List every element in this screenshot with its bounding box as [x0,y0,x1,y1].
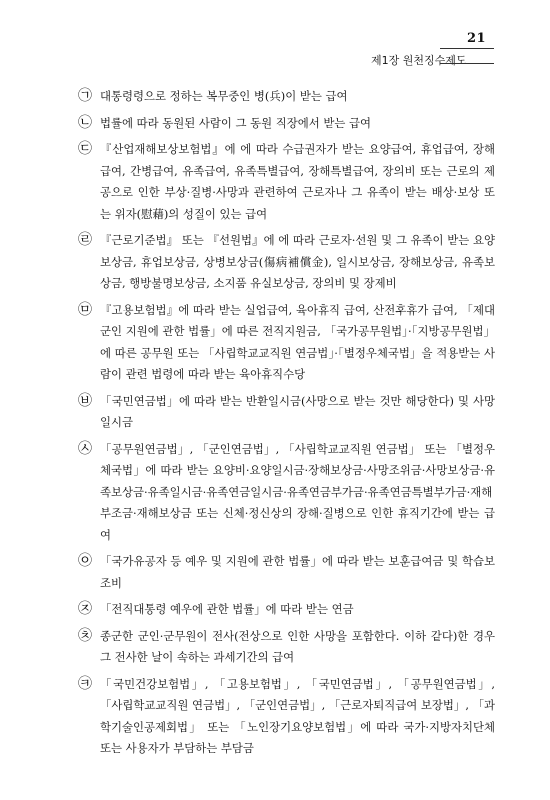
list-item [78,139,495,225]
item-marker: ㉧ [78,553,92,569]
item-marker: ㉨ [78,601,92,617]
item-text: 법률에 따라 동원된 사람이 그 동원 직장에서 받는 급여 [100,115,372,130]
chapter-header: 제1장 원천징수제도 [371,54,467,67]
list-item [78,439,495,547]
list-item [78,674,495,760]
item-marker: ㉩ [78,627,92,644]
item-marker: ㉦ [78,440,92,457]
list-item [78,86,495,108]
item-text: 「국가유공자 등 예우 및 지원에 관한 법률」에 따라 받는 보훈급여금 및 학습보조비 [100,554,495,590]
item-marker: ㉠ [78,88,92,104]
list-item [78,113,495,135]
item-text: 『근로기준법』 또는 『선원법』에 에 따라 근로자·선원 및 그 유족이 받는 요양보상금, 휴업보상금, 상병보상금(傷病補償金), 일시보상금, 장해보상금, 유족보상금, 행방불명보상금, 소지품 유실보상금, 장의비 및 장제비 [100,233,495,290]
header-rule-top [440,48,494,49]
item-text: 「공무원연금법」, 「군인연금법」, 「사립학교교직원 연금법」 또는 「별정우체국법」에 따라 받는 요양비·요양일시금·장해보상금·사망조위금·사망보상금·유족보상금·유족일시금·유족연금일시금·유족연금부가금·유족연금특별부가금·재해부조금·재해보상금 또는 신체·정신상의 장해·질병으로 인한 휴직기간에 받는 급여 [100,441,495,542]
item-text: 『고용보험법』에 따라 받는 실업급여, 육아휴직 급여, 산전후휴가 급여, 「제대군인 지원에 관한 법률」에 따른 전직지원금, 「국가공무원법」·「지방공무원법」에 따른 공무원 또는 「사립학교교직원 연금법」·「별정우체국법」을 적용받는 사람이 관련 법령에 따라 받는 육아휴직수당 [100,302,495,381]
list-item [78,626,495,669]
item-marker: ㉢ [78,141,92,157]
item-marker: ㉤ [78,301,92,318]
list-item [78,300,495,386]
list-item [78,230,495,295]
list-item [78,599,495,621]
item-text: 「국민건강보험법」, 「고용보험법」, 「국민연금법」, 「공무원연금법」, 「사립학교교직원 연금법」, 「군인연금법」, 「근로자퇴직급여 보장법」, 「과학기술인공제회법」 또는 「노인장기요양보험법」에 따라 국가·지방자치단체 또는 사용자가 부담하는 부담금 [100,676,495,755]
header-rule-bottom [440,63,494,64]
item-list [78,86,495,765]
item-marker: ㉥ [78,392,92,409]
item-text: 종군한 군인·군무원이 전사(전상으로 인한 사망을 포함한다. 이하 같다)한 경우 그 전사한 날이 속하는 과세기간의 급여 [100,628,495,664]
item-marker: ㉣ [78,232,92,248]
list-item [78,551,495,594]
item-text: 대통령령으로 정하는 복무중인 병(兵)이 받는 급여 [100,89,348,103]
item-marker: ㉡ [78,114,92,131]
page-number: 21 [467,31,487,46]
item-marker: ㉪ [78,675,92,692]
item-text: 「전직대통령 예우에 관한 법률」에 따라 받는 연금 [100,602,354,616]
item-text: 『산업재해보상보험법』에 에 따라 수급권자가 받는 요양급여, 휴업급여, 장해급여, 간병급여, 유족급여, 유족특별급여, 장해특별급여, 장의비 또는 근로의 제공으로 인한 부상·질병·사망과 관련하여 근로자나 그 유족이 받는 배상·보상 또는 위자(慰藉)의 성질이 있는 급여 [100,142,495,221]
item-text: 「국민연금법」에 따라 받는 반환일시금(사망으로 받는 것만 해당한다) 및 사망일시금 [100,393,495,429]
list-item [78,391,495,434]
